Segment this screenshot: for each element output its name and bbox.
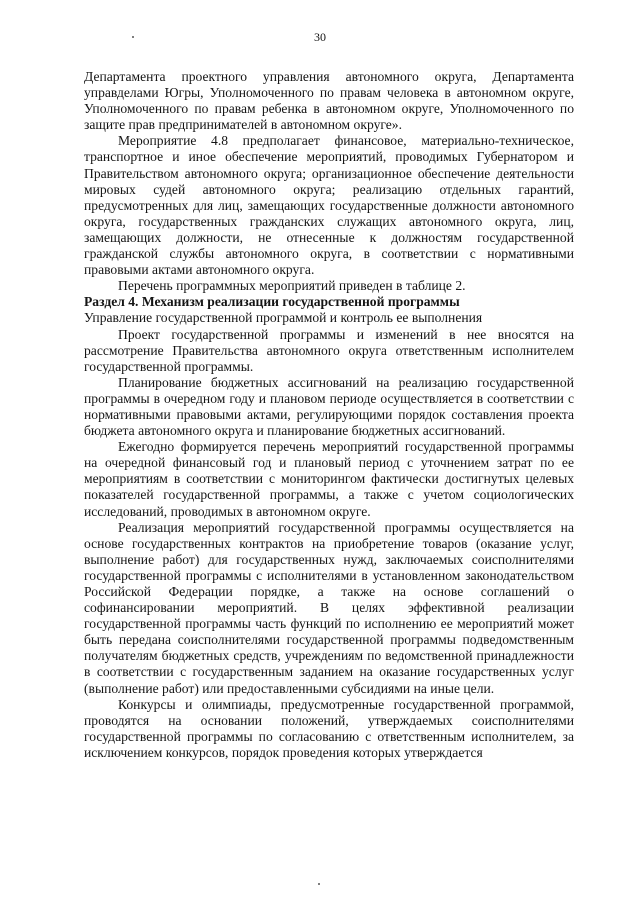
scan-speck (132, 36, 134, 38)
paragraph: Департамента проектного управления автономного округа, Департамента управделами Югры, Уполномоченного по правам человека в автономном округе, Уполномоченного по правам ребенка в автономном округе, Уполномоченного по защите прав предпринимателей в автономном округе». (84, 69, 574, 133)
subsection-title: Управление государственной программой и контроль ее выполнения (84, 310, 483, 326)
paragraph: Реализация мероприятий государственной программы осуществляется на основе государственных контрактов на приобретение товаров (оказание услуг, выполнение работ) для государственных нужд, заключаемых соисполнителями государственной программы с исполнителями в установленном законодательством Российской Федерации порядке, а также на основе соглашений о софинансировании мероприятий. В целях эффективной реализации государственной программы часть функций по исполнению ее мероприятий может быть передана соисполнителями государственной программы подведомственным получателям бюджетных средств, учреждениям по ведомственной принадлежности в соответствии с государственным заданием на оказание государственных услуг (выполнение работ) или предоставленными субсидиями на иные цели. (84, 519, 574, 696)
paragraph: Конкурсы и олимпиады, предусмотренные государственной программой, проводятся на основании положений, утверждаемых соисполнителями государственной программы по согласованию с ответственным исполнителем, за исключением конкурсов, порядок проведения которых утверждается (84, 696, 574, 760)
paragraph: Планирование бюджетных ассигнований на реализацию государственной программы в очередном году и плановом периоде осуществляется в соответствии с нормативными правовыми актами, регулирующими порядок составления проекта бюджета автономного округа и планирование бюджетных ассигнований. (84, 374, 574, 439)
document-body (84, 69, 574, 761)
page-number: 30 (314, 30, 326, 44)
paragraph: Мероприятие 4.8 предполагает финансовое, материально-техническое, транспортное и иное обеспечение мероприятий, проводимых Губернатором и Правительством автономного округа; организационное обеспечение деятельности мировых судей автономного округа; реализацию отдельных гарантий, предусмотренных для лиц, замещающих государственные должности автономного округа, государственных гражданских служащих автономного округа, лиц, замещающих должности, не отнесенные к должностям государственной гражданской службы автономного округа, в соответствии с нормативными правовыми актами автономного округа. (84, 133, 574, 278)
paragraph: Перечень программных мероприятий приведен в таблице 2. (118, 278, 466, 294)
section-title: Раздел 4. Механизм реализации государственной программы (84, 294, 460, 310)
scan-speck (318, 883, 320, 885)
paragraph: Ежегодно формируется перечень мероприятий государственной программы на очередной финансовый год и плановый период с уточнением затрат по ее мероприятиям в соответствии с мониторингом фактически достигнутых целевых показателей государственной программы, а также с учетом социологических исследований, проводимых в автономном округе. (84, 439, 574, 519)
paragraph: Проект государственной программы и изменений в нее вносятся на рассмотрение Правительства автономного округа ответственным исполнителем государственной программы. (84, 326, 574, 374)
